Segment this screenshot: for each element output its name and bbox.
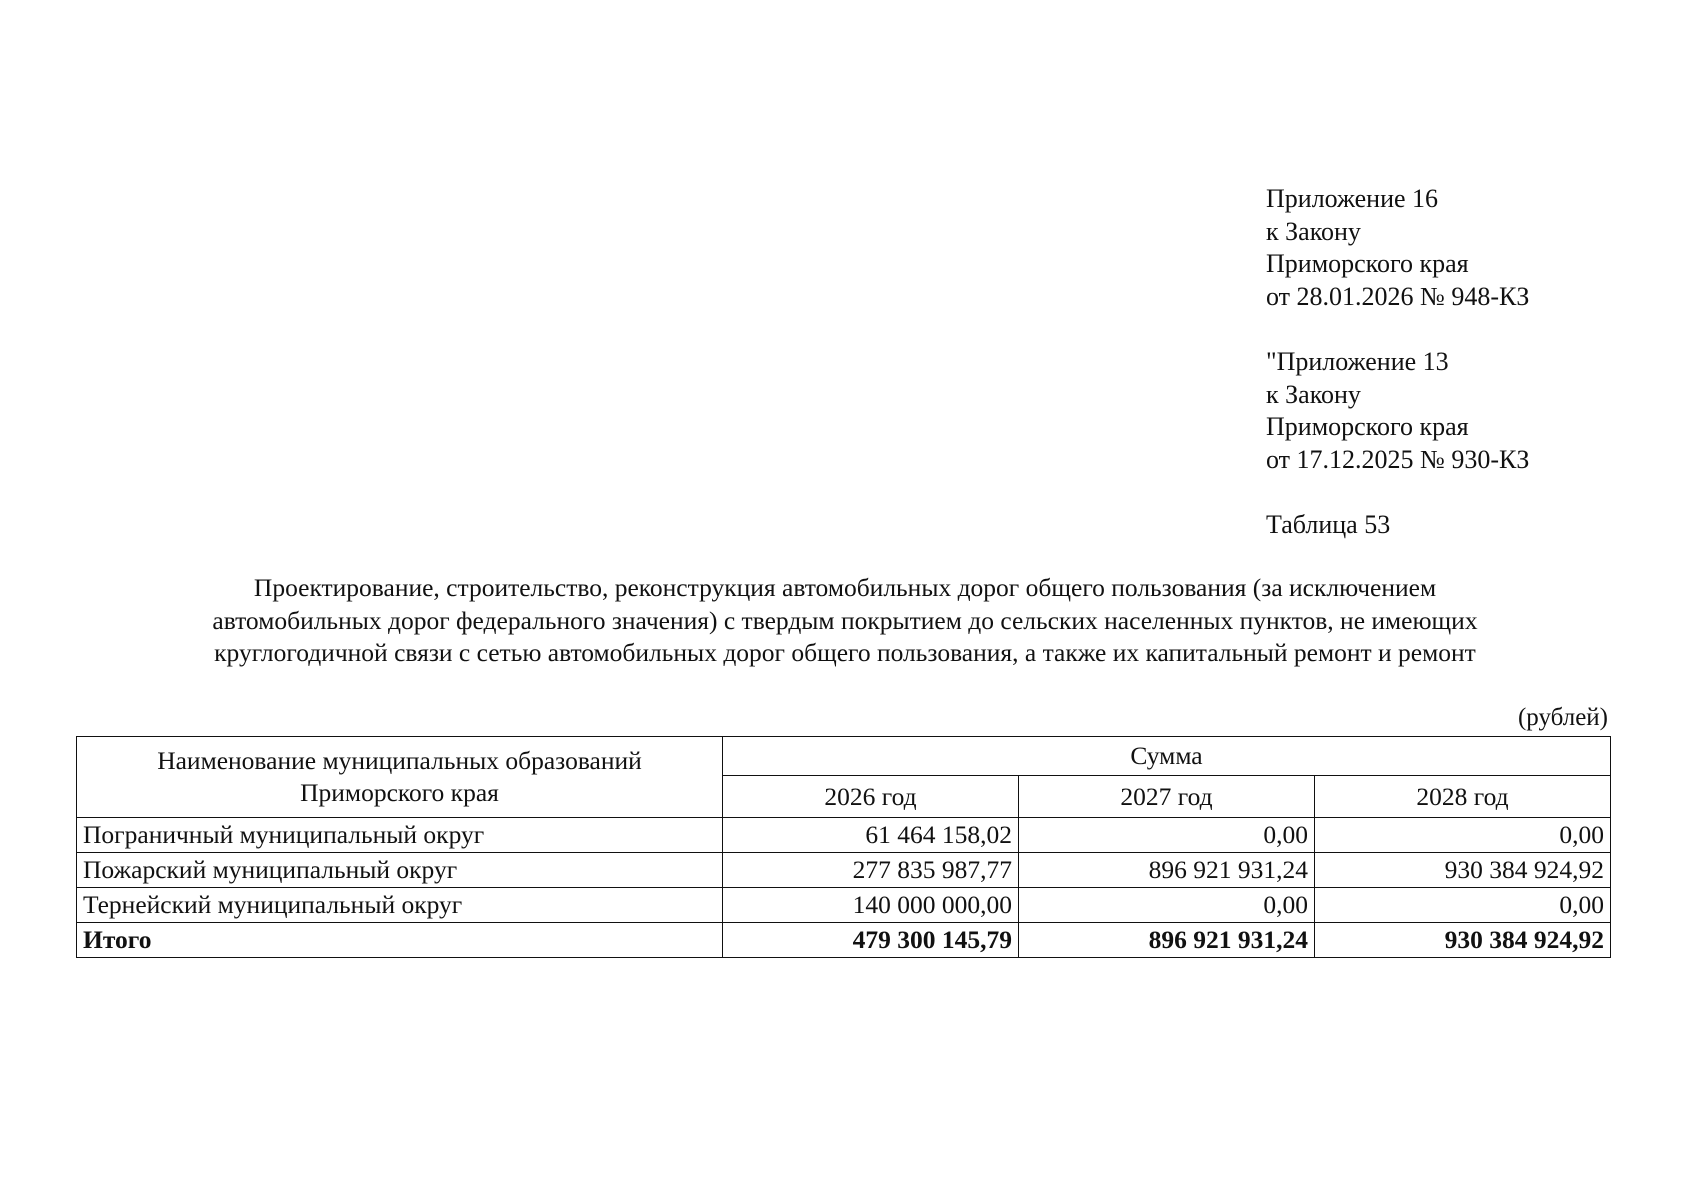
row-value-2026: 61 464 158,02 (723, 818, 1019, 853)
attachment-line: к Закону (1266, 216, 1361, 246)
row-municipality: Пограничный муниципальный округ (77, 818, 723, 853)
table-total-row (77, 923, 1611, 958)
table-number: Таблица 53 (1266, 510, 1391, 539)
total-value-2026: 479 300 145,79 (723, 923, 1019, 958)
row-municipality: Пожарский муниципальный округ (77, 853, 723, 888)
row-value-2028: 0,00 (1315, 888, 1611, 923)
attachment-line: Приморского края (1266, 249, 1469, 278)
attachment-line: от 28.01.2026 № 948-КЗ (1266, 281, 1530, 311)
header-year-2027: 2027 год (1019, 776, 1315, 818)
row-value-2026: 277 835 987,77 (723, 853, 1019, 888)
attachment-line: "Приложение 13 (1266, 347, 1449, 376)
title-line: Проектирование, строительство, реконструкция автомобильных дорог общего пользования (за исключением (253, 573, 1437, 602)
header-sum: Сумма (723, 737, 1611, 776)
header-name-line: Приморского края (300, 778, 499, 807)
row-value-2027: 896 921 931,24 (1019, 853, 1315, 888)
document-title (100, 572, 1590, 670)
table-row (77, 853, 1611, 888)
row-value-2027: 0,00 (1019, 818, 1315, 853)
funding-table (76, 736, 1611, 958)
header-name-line: Наименование муниципальных образований (157, 746, 642, 775)
attachment-16-header (1266, 183, 1529, 313)
table-row (77, 888, 1611, 923)
attachment-13-header (1266, 346, 1529, 476)
attachment-line: к Закону (1266, 379, 1361, 409)
attachment-line: Приморского края (1266, 412, 1469, 441)
row-value-2026: 140 000 000,00 (723, 888, 1019, 923)
unit-label: (рублей) (1517, 704, 1608, 731)
header-year-2026: 2026 год (723, 776, 1019, 818)
total-value-2027: 896 921 931,24 (1019, 923, 1315, 958)
title-line: автомобильных дорог федерального значения) с твердым покрытием до сельских населенных пунктов, не имеющих (212, 605, 1478, 635)
row-value-2027: 0,00 (1019, 888, 1315, 923)
attachment-line: Приложение 16 (1266, 184, 1439, 213)
total-label: Итого (77, 923, 723, 958)
table-row (77, 818, 1611, 853)
total-value-2028: 930 384 924,92 (1315, 923, 1611, 958)
row-value-2028: 0,00 (1315, 818, 1611, 853)
header-year-2028: 2028 год (1315, 776, 1611, 818)
attachment-line: от 17.12.2025 № 930-КЗ (1266, 444, 1530, 474)
table-header-row (77, 737, 1611, 776)
title-line: круглогодичной связи с сетью автомобильных дорог общего пользования, а также их капитальный ремонт и ремонт (214, 638, 1476, 667)
row-municipality: Тернейский муниципальный округ (77, 888, 723, 923)
row-value-2028: 930 384 924,92 (1315, 853, 1611, 888)
header-municipality (77, 737, 723, 818)
